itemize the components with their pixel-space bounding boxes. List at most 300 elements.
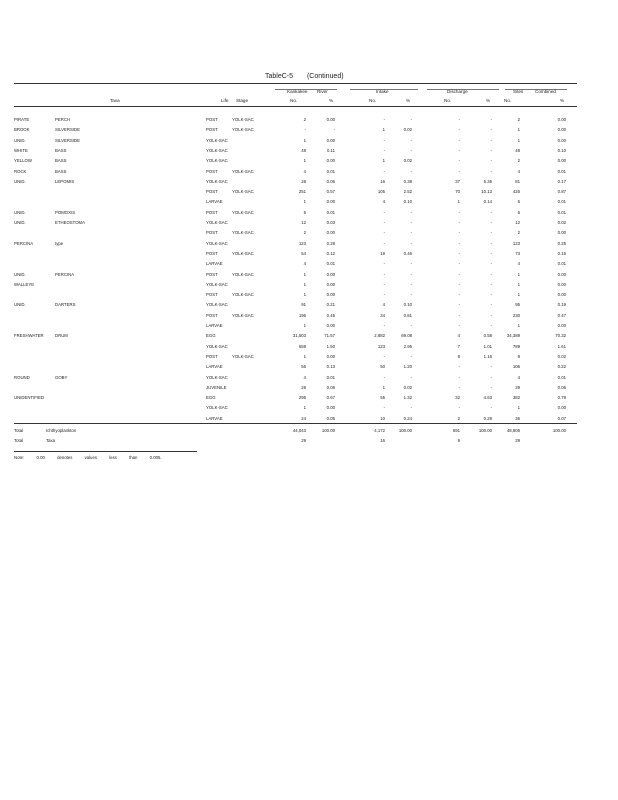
- count-cell: 28: [301, 384, 306, 390]
- percent-cell: 0.24: [403, 415, 412, 421]
- count-cell: 4: [517, 261, 520, 267]
- percent-cell: 0.13: [326, 364, 335, 370]
- life-stage: POST: [206, 292, 218, 298]
- count-cell: -: [383, 353, 385, 359]
- taxon-species: LEPOMIS: [55, 178, 75, 184]
- count-cell: -: [458, 250, 460, 256]
- taxon-species: BASS: [55, 158, 67, 164]
- percent-cell: 0.06: [326, 178, 335, 184]
- percent-cell: 0.02: [557, 353, 566, 359]
- count-cell: 1: [303, 199, 306, 205]
- life-stage: POST: [206, 127, 218, 133]
- stage-detail: YOLK-SAC: [232, 209, 254, 215]
- taxon-genus: ROUND: [14, 374, 30, 380]
- percent-cell: -: [410, 292, 412, 298]
- percent-cell: -: [410, 220, 412, 225]
- percent-cell: -: [410, 405, 412, 411]
- life-stage: YOLK-SAC: [206, 302, 228, 308]
- count-cell: 19: [380, 250, 385, 256]
- percent-cell: 0.58: [483, 333, 492, 339]
- taxon-genus: WHITE: [14, 147, 28, 153]
- percent-cell: -: [490, 168, 492, 174]
- count-cell: 29: [515, 438, 520, 443]
- count-cell: 70: [455, 189, 460, 195]
- percent-cell: -: [490, 220, 492, 225]
- count-cell: 1: [303, 281, 306, 287]
- count-cell: -: [458, 302, 460, 308]
- percent-cell: 0.00: [557, 158, 566, 164]
- count-cell: -: [383, 220, 385, 225]
- percent-cell: 0.06: [326, 384, 335, 390]
- count-cell: 2: [303, 230, 306, 236]
- count-cell: -: [383, 209, 385, 215]
- header-stage: Stage: [236, 98, 249, 103]
- percent-cell: -: [490, 127, 492, 133]
- count-cell: 1: [517, 292, 520, 298]
- percent-cell: -: [490, 405, 492, 411]
- percent-cell: 0.10: [403, 302, 412, 308]
- percent-cell: -: [410, 353, 412, 359]
- count-cell: 2: [517, 158, 520, 164]
- count-cell: -: [458, 271, 460, 277]
- percent-cell: 0.00: [557, 230, 566, 236]
- header-intake: Intake: [376, 89, 389, 94]
- life-stage: JUVENILE: [206, 384, 227, 390]
- taxon-species: Taxa: [46, 438, 56, 443]
- percent-cell: 0.12: [326, 250, 335, 256]
- count-cell: 81: [515, 178, 520, 184]
- percent-cell: -: [410, 271, 412, 277]
- percent-cell: 0.00: [557, 292, 566, 298]
- taxon-species: ETHEOSTOMA: [55, 220, 86, 225]
- percent-cell: 69.08: [401, 333, 412, 339]
- percent-cell: -: [410, 240, 412, 246]
- count-cell: 50: [380, 364, 385, 370]
- percent-cell: -: [490, 209, 492, 215]
- count-cell: 382: [512, 395, 520, 401]
- taxon-species: type: [55, 240, 64, 246]
- count-cell: 48: [301, 147, 306, 153]
- life-stage: POST: [206, 189, 218, 195]
- count-cell: -: [383, 230, 385, 236]
- life-stage: YOLK-SAC: [206, 178, 228, 184]
- count-cell: -: [458, 374, 460, 380]
- count-cell: 4: [382, 199, 385, 205]
- count-cell: -: [383, 271, 385, 277]
- percent-cell: 0.02: [557, 220, 566, 225]
- percent-cell: 0.01: [557, 168, 566, 174]
- count-cell: -: [383, 117, 385, 122]
- percent-cell: 0.00: [557, 117, 566, 122]
- count-cell: -: [458, 405, 460, 411]
- life-stage: LARVAE: [206, 364, 223, 370]
- percent-cell: 0.00: [557, 405, 566, 411]
- percent-cell: -: [490, 364, 492, 370]
- life-stage: YOLK-SAC: [206, 220, 228, 225]
- percent-cell: 0.29: [483, 415, 492, 421]
- stage-detail: YOLK-SAC: [232, 230, 254, 236]
- count-cell: 1: [303, 323, 306, 328]
- life-stage: YOLK-SAC: [206, 240, 228, 246]
- percent-cell: 0.00: [557, 127, 566, 133]
- percent-cell: 0.00: [326, 405, 335, 411]
- stage-detail: YOLK-SAC: [232, 168, 254, 174]
- count-cell: -: [383, 374, 385, 380]
- header-kankakee: Kankakee: [287, 89, 308, 94]
- count-cell: 28: [301, 178, 306, 184]
- count-cell: -: [458, 364, 460, 370]
- percent-cell: 0.00: [326, 281, 335, 287]
- count-cell: 251: [298, 189, 306, 195]
- count-cell: 34: [380, 312, 385, 318]
- percent-cell: -: [410, 230, 412, 236]
- percent-cell: 0.03: [326, 220, 335, 225]
- taxon-genus: UNID.: [14, 209, 26, 215]
- percent-cell: -: [490, 271, 492, 277]
- count-cell: 4,172: [374, 428, 385, 433]
- percent-cell: -: [410, 374, 412, 380]
- count-cell: 24: [301, 415, 306, 421]
- count-cell: -: [458, 137, 460, 143]
- count-cell: 7: [457, 343, 460, 349]
- life-stage: EGG: [206, 333, 216, 339]
- count-cell: -: [383, 240, 385, 246]
- header-discharge: Discharge: [447, 89, 468, 94]
- percent-cell: -: [490, 323, 492, 328]
- taxon-species: PERCH: [55, 117, 71, 122]
- percent-cell: -: [410, 323, 412, 328]
- count-cell: 1: [303, 158, 306, 164]
- life-stage: YOLK-SAC: [206, 147, 228, 153]
- percent-cell: 0.00: [557, 271, 566, 277]
- header-no: No.: [369, 98, 377, 103]
- percent-cell: 0.17: [557, 178, 566, 184]
- count-cell: -: [458, 240, 460, 246]
- life-stage: YOLK-SAC: [206, 281, 228, 287]
- count-cell: 16: [380, 178, 385, 184]
- life-stage: POST: [206, 271, 218, 277]
- count-cell: 789: [512, 343, 520, 349]
- count-cell: 1: [303, 137, 306, 143]
- taxon-species: Ichthyoplankton: [46, 428, 77, 433]
- count-cell: -: [458, 158, 460, 164]
- count-cell: 56: [301, 364, 306, 370]
- count-cell: -: [458, 117, 460, 122]
- percent-cell: 0.11: [326, 147, 335, 153]
- percent-cell: 0.00: [326, 137, 335, 143]
- percent-cell: 1.16: [483, 353, 492, 359]
- count-cell: -: [458, 168, 460, 174]
- count-cell: -: [458, 127, 460, 133]
- percent-cell: 0.22: [557, 364, 566, 370]
- footnote-word: 0.00: [36, 455, 45, 460]
- count-cell: 37: [455, 178, 460, 184]
- header-group-intake: [350, 89, 418, 94]
- life-stage: YOLK-SAC: [206, 137, 228, 143]
- count-cell: 2: [457, 415, 460, 421]
- life-stage: POST: [206, 117, 218, 122]
- stage-detail: YOLK-SAC: [232, 353, 254, 359]
- percent-cell: 0.00: [326, 292, 335, 298]
- count-cell: 5: [303, 209, 306, 215]
- count-cell: 123: [512, 240, 520, 246]
- count-cell: -: [383, 323, 385, 328]
- taxon-genus: WALLEYE: [14, 281, 35, 287]
- percent-cell: 0.02: [403, 127, 412, 133]
- percent-cell: 2.95: [403, 343, 412, 349]
- percent-cell: -: [410, 261, 412, 267]
- count-cell: 1: [517, 323, 520, 328]
- count-cell: 12: [515, 220, 520, 225]
- totals-rule: [14, 423, 577, 424]
- stage-detail: YOLK-SAC: [232, 271, 254, 277]
- percent-cell: 0.14: [483, 199, 492, 205]
- life-stage: YOLK-SAC: [206, 405, 228, 411]
- header-no: No.: [444, 98, 452, 103]
- taxon-genus: BROOK: [14, 127, 30, 133]
- count-cell: 4: [517, 168, 520, 174]
- percent-cell: 100.00: [478, 428, 492, 433]
- count-cell: 6: [517, 199, 520, 205]
- life-stage: YOLK-SAC: [206, 374, 228, 380]
- count-cell: 230: [512, 312, 520, 318]
- taxon-species: DRUM: [55, 333, 68, 339]
- count-cell: 1: [517, 405, 520, 411]
- percent-cell: -: [410, 209, 412, 215]
- percent-cell: 0.67: [326, 395, 335, 401]
- count-cell: 1: [303, 405, 306, 411]
- table-number: TableC-5: [265, 73, 294, 80]
- life-stage: POST: [206, 250, 218, 256]
- count-cell: -: [458, 261, 460, 267]
- count-cell: 2: [517, 230, 520, 236]
- count-cell: 1: [517, 127, 520, 133]
- percent-cell: 0.07: [557, 415, 566, 421]
- percent-cell: 0.47: [557, 312, 566, 318]
- percent-cell: -: [490, 261, 492, 267]
- taxon-species: POMOXIS: [55, 209, 76, 215]
- taxon-genus: ROCK: [14, 168, 27, 174]
- life-stage: YOLK-SAC: [206, 343, 228, 349]
- count-cell: 29: [515, 384, 520, 390]
- count-cell: 9: [517, 353, 520, 359]
- count-cell: 31,503: [292, 333, 306, 339]
- percent-cell: 0.06: [557, 384, 566, 390]
- header-group-discharge: [427, 89, 499, 94]
- percent-cell: 0.00: [326, 117, 335, 122]
- count-cell: 4: [303, 374, 306, 380]
- count-cell: -: [458, 281, 460, 287]
- percent-cell: 100.00: [552, 428, 566, 433]
- taxon-species: PERCINA: [55, 271, 75, 277]
- percent-cell: -: [410, 137, 412, 143]
- percent-cell: 71.57: [324, 333, 335, 339]
- count-cell: 4: [303, 261, 306, 267]
- percent-cell: 0.01: [557, 374, 566, 380]
- taxon-genus: UNID.: [14, 178, 26, 184]
- stage-detail: YOLK-SAC: [232, 127, 254, 133]
- percent-cell: 0.10: [557, 147, 566, 153]
- percent-cell: -: [490, 240, 492, 246]
- count-cell: 4: [457, 333, 460, 339]
- count-cell: 4: [303, 168, 306, 174]
- percent-cell: -: [490, 230, 492, 236]
- stage-detail: YOLK-SAC: [232, 189, 254, 195]
- header-rule: [14, 106, 577, 107]
- count-cell: 10: [380, 415, 385, 421]
- taxon-species: SILVERSIDE: [55, 137, 80, 143]
- count-cell: 5: [517, 209, 520, 215]
- percent-cell: -: [490, 384, 492, 390]
- percent-cell: 0.00: [326, 353, 335, 359]
- count-cell: 4: [382, 302, 385, 308]
- taxon-genus: PIRATE: [14, 117, 30, 122]
- percent-cell: 0.28: [326, 240, 335, 246]
- percent-cell: 0.10: [403, 199, 412, 205]
- life-stage: POST: [206, 353, 218, 359]
- stage-detail: YOLK-SAC: [232, 292, 254, 298]
- percent-cell: 2.52: [403, 189, 412, 195]
- count-cell: -: [383, 292, 385, 298]
- percent-cell: 0.00: [326, 271, 335, 277]
- percent-cell: -: [490, 158, 492, 164]
- taxon-species: SILVERSIDE: [55, 127, 80, 133]
- count-cell: -: [383, 261, 385, 267]
- footnote-rule: [14, 451, 197, 452]
- percent-cell: 0.01: [557, 199, 566, 205]
- life-stage: LARVAE: [206, 261, 223, 267]
- percent-cell: 0.01: [557, 261, 566, 267]
- percent-cell: -: [410, 168, 412, 174]
- percent-cell: 0.46: [403, 250, 412, 256]
- stage-detail: YOLK-SAC: [232, 117, 254, 122]
- taxon-genus: FRESHWATER: [14, 333, 44, 339]
- count-cell: 32: [455, 395, 460, 401]
- life-stage: LARVAE: [206, 415, 223, 421]
- taxon-genus: Total: [14, 438, 24, 443]
- count-cell: 295: [298, 395, 306, 401]
- count-cell: 73: [515, 250, 520, 256]
- count-cell: 1: [382, 127, 385, 133]
- taxon-species: DARTERS: [55, 302, 76, 308]
- count-cell: 16: [380, 438, 385, 443]
- header-pct: %: [486, 98, 491, 103]
- count-cell: 1: [517, 271, 520, 277]
- taxon-species: BASS: [55, 168, 67, 174]
- taxon-species: BASS: [55, 147, 67, 153]
- life-stage: YOLK-SAC: [206, 158, 228, 164]
- footnote-word: values: [84, 455, 97, 460]
- count-cell: -: [383, 137, 385, 143]
- count-cell: 4: [517, 374, 520, 380]
- taxon-genus: UNID.: [14, 302, 26, 308]
- percent-cell: -: [490, 281, 492, 287]
- count-cell: -: [383, 281, 385, 287]
- count-cell: 1: [303, 292, 306, 298]
- count-cell: 2,882: [374, 333, 385, 339]
- footnote-word: less: [109, 455, 117, 460]
- header-pct: %: [329, 98, 334, 103]
- percent-cell: 100.00: [321, 428, 335, 433]
- count-cell: 12: [301, 220, 306, 225]
- count-cell: -: [458, 292, 460, 298]
- percent-cell: 10.13: [481, 189, 492, 195]
- table-title: [265, 73, 356, 80]
- count-cell: 1: [382, 158, 385, 164]
- count-cell: 196: [298, 312, 306, 318]
- percent-cell: 0.01: [326, 374, 335, 380]
- percent-cell: 0.00: [557, 137, 566, 143]
- count-cell: -: [458, 209, 460, 215]
- percent-cell: 0.15: [557, 250, 566, 256]
- percent-cell: -: [490, 117, 492, 122]
- count-cell: 1: [457, 199, 460, 205]
- percent-cell: 0.02: [403, 384, 412, 390]
- percent-cell: 0.01: [326, 168, 335, 174]
- percent-cell: 0.57: [326, 189, 335, 195]
- count-cell: 54: [301, 250, 306, 256]
- count-cell: 123: [298, 240, 306, 246]
- percent-cell: 0.01: [326, 261, 335, 267]
- count-cell: 1: [303, 271, 306, 277]
- count-cell: 691: [452, 428, 460, 433]
- percent-cell: 0.00: [326, 158, 335, 164]
- header-pct: %: [406, 98, 411, 103]
- count-cell: 44,043: [292, 428, 306, 433]
- count-cell: 48: [515, 147, 520, 153]
- count-cell: 659: [298, 343, 306, 349]
- taxon-genus: YELLOW: [14, 158, 32, 164]
- percent-cell: 1.01: [483, 343, 492, 349]
- taxon-genus: PERCINA: [14, 240, 34, 246]
- percent-cell: 0.05: [326, 415, 335, 421]
- percent-cell: 100.00: [398, 428, 412, 433]
- life-stage: POST: [206, 312, 218, 318]
- life-stage: POST: [206, 230, 218, 236]
- percent-cell: 0.00: [326, 230, 335, 236]
- header-life: Life: [221, 98, 229, 103]
- taxon-genus: UNID.: [14, 271, 26, 277]
- count-cell: 1: [517, 137, 520, 143]
- percent-cell: 0.45: [326, 312, 335, 318]
- percent-cell: -: [490, 374, 492, 380]
- count-cell: -: [458, 312, 460, 318]
- count-cell: 9: [457, 438, 460, 443]
- header-no: No.: [290, 98, 298, 103]
- percent-cell: 0.01: [326, 209, 335, 215]
- count-cell: 123: [377, 343, 385, 349]
- count-cell: -: [383, 405, 385, 411]
- percent-cell: 0.25: [557, 240, 566, 246]
- count-cell: 106: [512, 364, 520, 370]
- count-cell: 1: [303, 353, 306, 359]
- stage-detail: YOLK-SAC: [232, 312, 254, 318]
- header-taxa: Taxa: [110, 98, 120, 103]
- percent-cell: 0.87: [557, 189, 566, 195]
- count-cell: 2: [303, 117, 306, 122]
- percent-cell: -: [410, 147, 412, 153]
- percent-cell: -: [333, 127, 335, 133]
- life-stage: POST: [206, 168, 218, 174]
- percent-cell: 0.38: [403, 178, 412, 184]
- percent-cell: 0.19: [557, 302, 566, 308]
- count-cell: -: [304, 127, 306, 133]
- percent-cell: 1.20: [403, 364, 412, 370]
- life-stage: EGG: [206, 395, 216, 401]
- count-cell: -: [458, 323, 460, 328]
- header-combined: Combined: [535, 89, 556, 94]
- percent-cell: 5.35: [483, 178, 492, 184]
